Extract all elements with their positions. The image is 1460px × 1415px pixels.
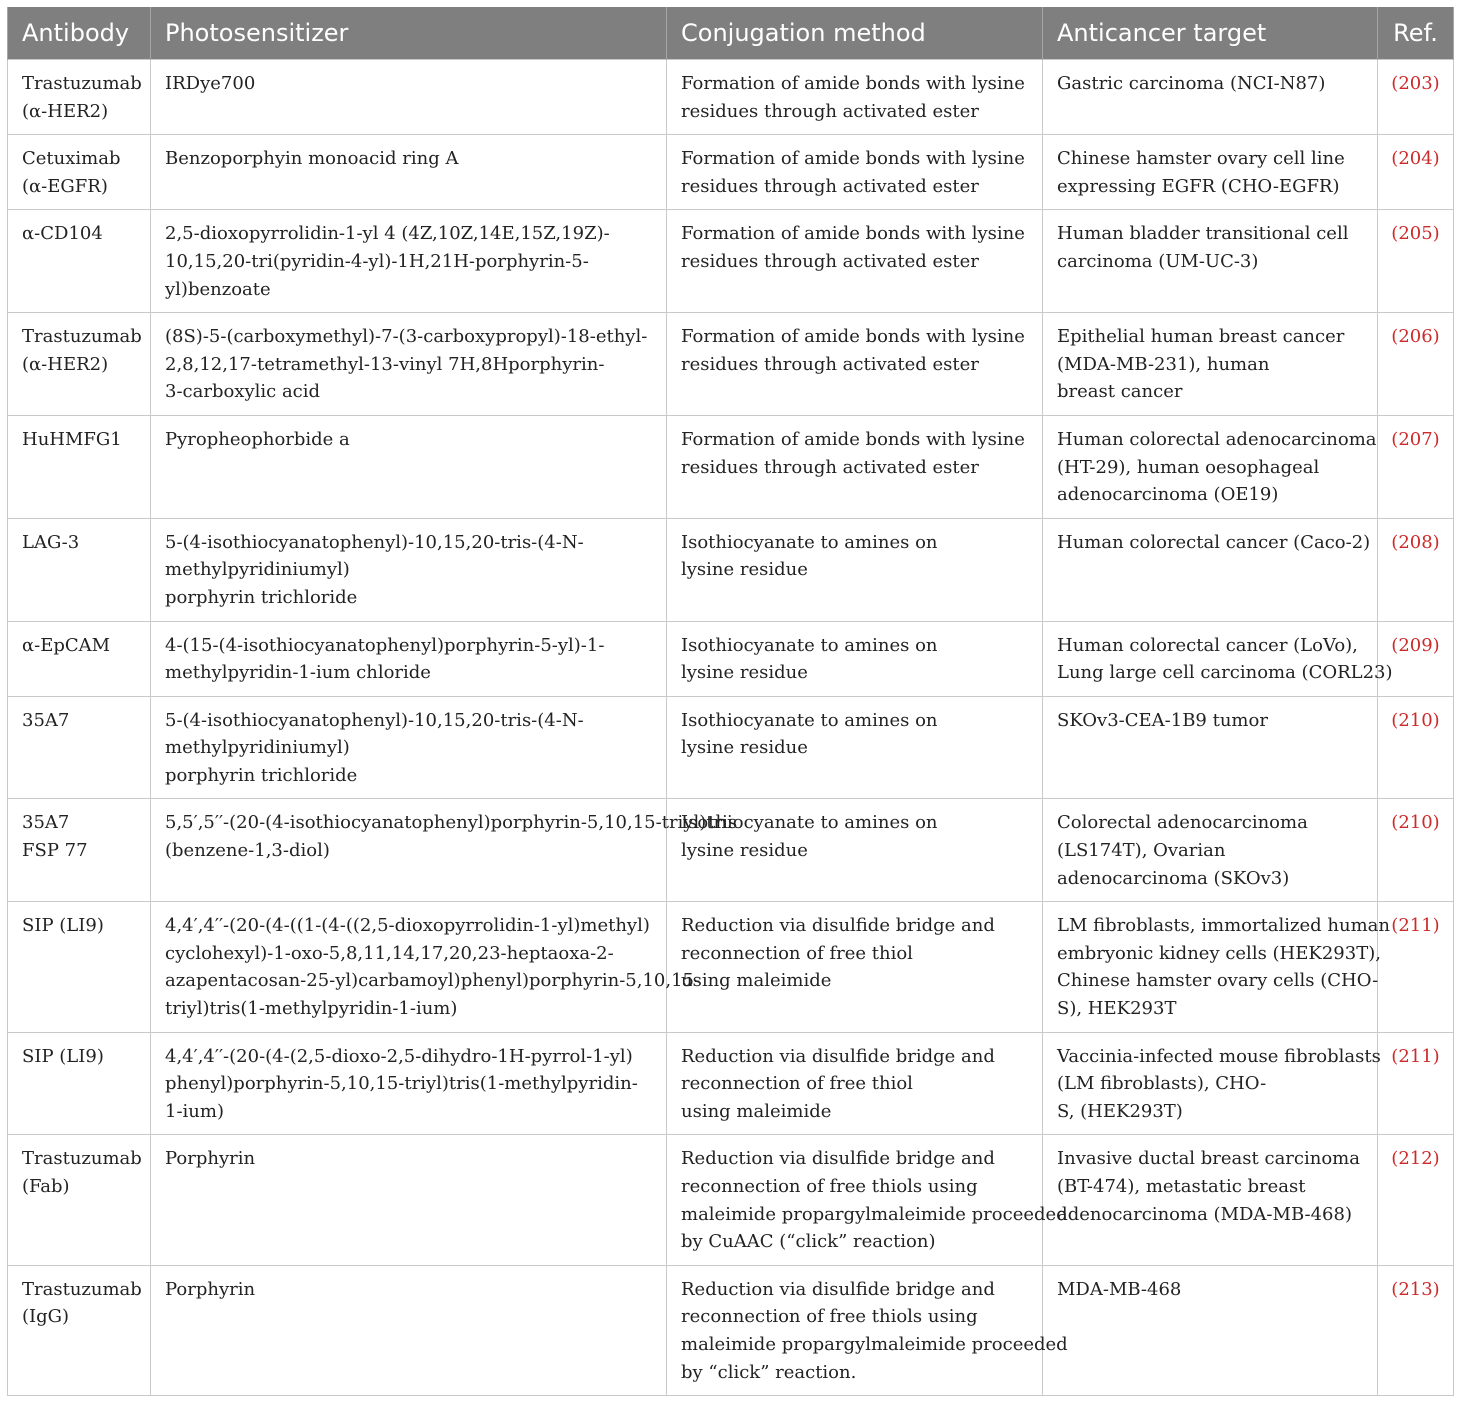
conjugation-method-cell-line: Formation of amide bonds with lysine: [681, 428, 1025, 450]
conjugation-method-cell: [667, 135, 1043, 210]
antibody-cell: [8, 902, 151, 1032]
table-row: [8, 1265, 1454, 1395]
antibody-cell: [8, 799, 151, 902]
header-row: [8, 7, 1454, 60]
antibody-cell-line: HuHMFG1: [22, 428, 122, 450]
anticancer-target-cell: [1043, 799, 1378, 902]
antibody-cell-line: (IgG): [22, 1306, 70, 1328]
antibody-cell: [8, 621, 151, 696]
conjugation-method-cell-line: lysine residue: [681, 737, 808, 759]
anticancer-target-cell-line: MDA-MB-468: [1057, 1278, 1182, 1300]
photosensitizer-cell-line: (8S)-5-(carboxymethyl)-7-(3-carboxypropyl)-18-ethyl-: [165, 326, 648, 348]
conjugation-method-cell-line: Reduction via disulfide bridge and: [681, 915, 995, 937]
conjugation-method-cell-line: Isothiocyanate to amines on: [681, 634, 938, 656]
reference-link[interactable]: (211): [1378, 902, 1454, 1032]
antibody-cell-line: (α-HER2): [22, 353, 109, 375]
photosensitizer-cell-line: Porphyrin: [165, 1278, 256, 1300]
table-row: [8, 902, 1454, 1032]
header-conjugation-method: Conjugation method: [667, 7, 1043, 60]
photosensitizer-cell-line: 1-ium): [165, 1100, 224, 1122]
conjugation-method-cell-line: residues through activated ester: [681, 250, 979, 272]
photosensitizer-cell-line: 5-(4-isothiocyanatophenyl)-10,15,20-tris-(4-N-: [165, 531, 584, 553]
anticancer-target-cell-line: carcinoma (UM-UC-3): [1057, 250, 1259, 272]
conjugation-method-cell: [667, 518, 1043, 621]
photosensitizer-cell: [151, 518, 667, 621]
anticancer-target-cell-line: Colorectal adenocarcinoma: [1057, 812, 1308, 834]
anticancer-target-cell-line: breast cancer: [1057, 381, 1183, 403]
photosensitizer-cell-line: Porphyrin: [165, 1148, 256, 1170]
conjugation-method-cell-line: by “click” reaction.: [681, 1361, 857, 1383]
anticancer-target-cell-line: Chinese hamster ovary cell line: [1057, 148, 1345, 170]
photosensitizer-cell-line: 2,5-dioxopyrrolidin-1-yl 4 (4Z,10Z,14E,15Z,19Z)-: [165, 223, 610, 245]
antibody-cell-line: SIP (LI9): [22, 1045, 104, 1067]
reference-link[interactable]: (209): [1378, 621, 1454, 696]
conjugation-method-cell: [667, 415, 1043, 518]
anticancer-target-cell-line: Human bladder transitional cell: [1057, 223, 1349, 245]
anticancer-target-cell: [1043, 518, 1378, 621]
antibody-cell-line: Trastuzumab: [22, 1278, 142, 1300]
antibody-cell: [8, 518, 151, 621]
reference-link[interactable]: (210): [1378, 799, 1454, 902]
reference-link[interactable]: (204): [1378, 135, 1454, 210]
conjugation-method-cell: [667, 60, 1043, 135]
photosensitizer-cell-line: 4-(15-(4-isothiocyanatophenyl)porphyrin-5-yl)-1-: [165, 634, 605, 656]
photosensitizer-cell-line: 5,5′,5′′-(20-(4-isothiocyanatophenyl)porphyrin-5,10,15-triyl)tris: [165, 812, 738, 834]
photosensitizer-cell-line: yl)benzoate: [165, 278, 271, 300]
conjugation-method-cell-line: reconnection of free thiol: [681, 1073, 913, 1095]
conjugation-method-cell-line: residues through activated ester: [681, 100, 979, 122]
anticancer-target-cell: [1043, 696, 1378, 799]
photosensitizer-cell-line: azapentacosan-25-yl)carbamoyl)phenyl)porphyrin-5,10,15-: [165, 970, 701, 992]
photosensitizer-cell: [151, 135, 667, 210]
conjugation-method-cell-line: residues through activated ester: [681, 456, 979, 478]
table-row: [8, 696, 1454, 799]
conjugation-method-cell-line: Formation of amide bonds with lysine: [681, 148, 1025, 170]
reference-link[interactable]: (207): [1378, 415, 1454, 518]
antibody-cell-line: 35A7: [22, 709, 70, 731]
anticancer-target-cell-line: adenocarcinoma (MDA-MB-468): [1057, 1203, 1352, 1225]
photosensitizer-cell: [151, 902, 701, 1032]
antibody-cell-line: (Fab): [22, 1176, 70, 1197]
anticancer-target-cell-line: Chinese hamster ovary cells (CHO-: [1057, 970, 1379, 992]
anticancer-target-cell: [1043, 415, 1378, 518]
photosensitizer-cell-line: porphyrin trichloride: [165, 764, 358, 786]
conjugation-method-cell: [667, 696, 1043, 799]
photosensitizer-cell-line: 4,4′,4′′-(20-(4-((1-(4-((2,5-dioxopyrrolidin-1-yl)methyl): [165, 915, 650, 937]
conjugation-method-cell: [667, 621, 1043, 696]
conjugation-method-cell: [667, 210, 1043, 313]
conjugation-method-cell: [667, 1265, 1068, 1395]
antibody-cell: [8, 1265, 151, 1395]
conjugation-method-cell-line: maleimide propargylmaleimide proceeded: [681, 1333, 1068, 1355]
anticancer-target-cell: [1043, 210, 1378, 313]
photosensitizer-cell-line: 5-(4-isothiocyanatophenyl)-10,15,20-tris-(4-N-: [165, 709, 584, 731]
antibody-cell-line: LAG-3: [22, 531, 80, 553]
conjugation-method-cell-line: reconnection of free thiol: [681, 942, 913, 964]
photosensitizer-cell: [151, 415, 667, 518]
anticancer-target-cell-line: SKOv3-CEA-1B9 tumor: [1057, 709, 1268, 731]
antibody-cell: [8, 415, 151, 518]
photosensitizer-cell-line: triyl)tris(1-methylpyridin-1-ium): [165, 998, 458, 1020]
antibody-cell-line: SIP (LI9): [22, 915, 104, 937]
table-header: [8, 7, 1454, 60]
anticancer-target-cell: [1043, 135, 1378, 210]
conjugation-method-cell: [667, 1032, 1043, 1135]
conjugation-method-cell-line: by CuAAC (“click” reaction): [681, 1231, 936, 1253]
photosensitizer-cell-line: 3-carboxylic acid: [165, 381, 321, 403]
photosensitizer-cell-line: Benzoporphyin monoacid ring A: [165, 148, 459, 170]
photosensitizer-cell-line: IRDye700: [165, 73, 256, 94]
table-row: [8, 518, 1454, 621]
conjugation-method-cell-line: reconnection of free thiols using: [681, 1306, 978, 1328]
conjugation-method-cell-line: residues through activated ester: [681, 175, 979, 197]
conjugation-method-cell-line: Isothiocyanate to amines on: [681, 531, 938, 553]
antibody-cell: [8, 210, 151, 313]
table-row: [8, 1135, 1454, 1265]
table-row: [8, 210, 1454, 313]
photosensitizer-cell: [151, 799, 738, 902]
antibody-cell-line: Trastuzumab: [22, 326, 142, 348]
photosensitizer-cell-line: phenyl)porphyrin-5,10,15-triyl)tris(1-methylpyridin-: [165, 1073, 638, 1095]
antibody-cell: [8, 1135, 151, 1265]
anticancer-target-cell-line: S, (HEK293T): [1057, 1100, 1183, 1122]
anticancer-target-cell-line: (LS174T), Ovarian: [1057, 840, 1226, 862]
conjugation-method-cell-line: Reduction via disulfide bridge and: [681, 1045, 995, 1067]
antibody-cell-line: α-CD104: [22, 223, 103, 245]
antibody-cell: [8, 696, 151, 799]
conjugation-method-cell-line: lysine residue: [681, 559, 808, 581]
reference-link[interactable]: (205): [1378, 210, 1454, 313]
conjugation-method-cell-line: Formation of amide bonds with lysine: [681, 326, 1025, 348]
antibody-cell-line: (α-HER2): [22, 100, 109, 122]
anticancer-target-cell: [1043, 902, 1391, 1032]
reference-link[interactable]: (213): [1378, 1265, 1454, 1395]
conjugation-method-cell-line: lysine residue: [681, 662, 808, 684]
table-row: [8, 1032, 1454, 1135]
photosensitizer-cell: [151, 313, 667, 416]
antibody-cell: [8, 60, 151, 135]
photosensitizer-cell-line: methylpyridiniumyl): [165, 737, 350, 759]
antibody-cell-line: Trastuzumab: [22, 1148, 142, 1170]
anticancer-target-cell-line: embryonic kidney cells (HEK293T),: [1057, 942, 1381, 964]
antibody-cell: [8, 313, 151, 416]
photosensitizer-cell-line: Pyropheophorbide a: [165, 428, 350, 450]
anticancer-target-cell-line: Vaccinia-infected mouse fibroblasts: [1057, 1045, 1381, 1067]
antibody-cell-line: Cetuximab: [22, 148, 121, 170]
anticancer-target-cell-line: LM fibroblasts, immortalized human: [1057, 915, 1391, 937]
anticancer-target-cell-line: Invasive ductal breast carcinoma: [1057, 1148, 1360, 1170]
antibody-cell-line: α-EpCAM: [22, 634, 111, 656]
table-row: [8, 621, 1454, 696]
anticancer-target-cell: [1043, 1032, 1381, 1135]
photosensitizer-cell-line: methylpyridiniumyl): [165, 559, 350, 581]
photosensitizer-cell: [151, 1032, 667, 1135]
anticancer-target-cell-line: Epithelial human breast cancer: [1057, 326, 1345, 348]
anticancer-target-cell-line: S), HEK293T: [1057, 998, 1177, 1020]
header-anticancer-target: Anticancer target: [1043, 7, 1378, 60]
conjugation-method-cell-line: Formation of amide bonds with lysine: [681, 73, 1025, 94]
photosensitizer-cell-line: 4,4′,4′′-(20-(4-(2,5-dioxo-2,5-dihydro-1H-pyrrol-1-yl): [165, 1045, 633, 1067]
conjugation-method-cell-line: using maleimide: [681, 970, 832, 992]
photosensitizer-cell: [151, 60, 667, 135]
table-row: [8, 799, 1454, 902]
anticancer-target-cell: [1043, 621, 1393, 696]
table-row: [8, 60, 1454, 135]
photosensitizer-cell: [151, 1135, 667, 1265]
photosensitizer-cell-line: porphyrin trichloride: [165, 586, 358, 608]
header-antibody: Antibody: [8, 7, 151, 60]
photosensitizer-cell-line: (benzene-1,3-diol): [165, 840, 330, 862]
anticancer-target-cell: [1043, 313, 1378, 416]
antibody-cell-line: (α-EGFR): [22, 175, 108, 197]
conjugation-method-cell-line: reconnection of free thiols using: [681, 1176, 978, 1197]
table-body: [8, 60, 1454, 1396]
anticancer-target-cell-line: (HT-29), human oesophageal: [1057, 456, 1320, 478]
anticancer-target-cell-line: adenocarcinoma (OE19): [1057, 484, 1279, 506]
anticancer-target-cell-line: Gastric carcinoma (NCI-N87): [1057, 73, 1326, 94]
conjugation-method-cell-line: Isothiocyanate to amines on: [681, 812, 938, 834]
anticancer-target-cell: [1043, 60, 1378, 135]
anticancer-target-cell-line: (BT-474), metastatic breast: [1057, 1176, 1306, 1197]
table-row: [8, 135, 1454, 210]
anticancer-target-cell-line: expressing EGFR (CHO-EGFR): [1057, 175, 1340, 197]
anticancer-target-cell: [1043, 1265, 1378, 1395]
conjugation-method-cell-line: lysine residue: [681, 840, 808, 862]
conjugation-method-cell-line: Reduction via disulfide bridge and: [681, 1278, 995, 1300]
conjugation-method-cell-line: Formation of amide bonds with lysine: [681, 223, 1025, 245]
anticancer-target-cell-line: Human colorectal cancer (Caco-2): [1057, 531, 1371, 553]
photosensitizer-cell: [151, 621, 667, 696]
conjugation-method-cell: [667, 902, 1043, 1032]
photosensitizer-cell-line: cyclohexyl)-1-oxo-5,8,11,14,17,20,23-heptaoxa-2-: [165, 942, 614, 964]
antibody-cell-line: FSP 77: [22, 840, 88, 862]
reference-link[interactable]: (206): [1378, 313, 1454, 416]
photosensitizer-cell: [151, 210, 667, 313]
conjugation-method-cell: [667, 1135, 1068, 1265]
header-ref: Ref.: [1378, 7, 1454, 60]
photosensitizer-cell: [151, 1265, 667, 1395]
anticancer-target-cell-line: (MDA-MB-231), human: [1057, 353, 1270, 375]
photosensitizer-cell-line: methylpyridin-1-ium chloride: [165, 662, 431, 684]
antibody-cell-line: 35A7: [22, 812, 70, 834]
antibody-cell-line: Trastuzumab: [22, 73, 142, 94]
conjugation-method-cell-line: using maleimide: [681, 1100, 832, 1122]
conjugation-method-cell: [667, 799, 1043, 902]
photosensitizer-cell: [151, 696, 667, 799]
anticancer-target-cell-line: (LM fibroblasts), CHO-: [1057, 1073, 1267, 1095]
conjugation-method-cell-line: Isothiocyanate to amines on: [681, 709, 938, 731]
anticancer-target-cell-line: Lung large cell carcinoma (CORL23): [1057, 662, 1393, 684]
header-photosensitizer: Photosensitizer: [151, 7, 667, 60]
antibody-cell: [8, 1032, 151, 1135]
photosensitizer-cell-line: 2,8,12,17-tetramethyl-13-vinyl 7H,8Hporphyrin-: [165, 353, 605, 375]
conjugation-method-cell-line: residues through activated ester: [681, 353, 979, 375]
photosensitizer-cell-line: 10,15,20-tri(pyridin-4-yl)-1H,21H-porphyrin-5-: [165, 250, 589, 272]
reference-link[interactable]: (210): [1378, 696, 1454, 799]
reference-link[interactable]: (212): [1378, 1135, 1454, 1265]
table-row: [8, 415, 1454, 518]
anticancer-target-cell-line: Human colorectal adenocarcinoma: [1057, 428, 1377, 450]
reference-link[interactable]: (211): [1378, 1032, 1454, 1135]
anticancer-target-cell-line: adenocarcinoma (SKOv3): [1057, 867, 1290, 889]
reference-link[interactable]: (203): [1378, 60, 1454, 135]
antibody-cell: [8, 135, 151, 210]
anticancer-target-cell-line: Human colorectal cancer (LoVo),: [1057, 634, 1358, 656]
conjugation-method-cell: [667, 313, 1043, 416]
conjugation-method-cell-line: maleimide propargylmaleimide proceeded: [681, 1203, 1068, 1225]
table-row: [8, 313, 1454, 416]
reference-link[interactable]: (208): [1378, 518, 1454, 621]
photosensitizer-conjugate-table: [7, 7, 1454, 1396]
anticancer-target-cell: [1043, 1135, 1378, 1265]
conjugation-method-cell-line: Reduction via disulfide bridge and: [681, 1148, 995, 1170]
